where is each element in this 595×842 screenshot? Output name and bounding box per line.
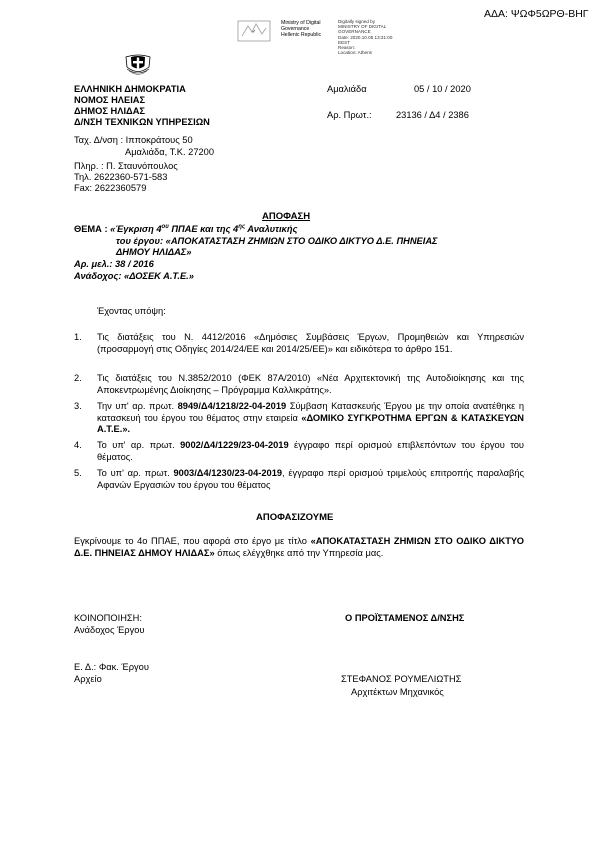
stamp-org-line: Governance — [281, 26, 310, 33]
protocol-label: Αρ. Πρωτ.: — [327, 110, 372, 120]
stamp-org-line: Ministry of Digital — [281, 20, 321, 26]
header-prefecture: ΝΟΜΟΣ ΗΛΕΙΑΣ — [74, 95, 146, 105]
stamp-detail-line: Date: 2020.10.05 13:31:00 — [338, 34, 393, 40]
item-5-text: Το υπ' αρ. πρωτ. 9003/Δ4/1230/23-04-2019, έγγραφο περί ορισμού τριμελούς επιτροπής παραλαβής Αφανών Εργασιών του έργου του θέματος — [97, 468, 524, 490]
study-number: Αρ. μελ.: 38 / 2016 — [74, 259, 154, 269]
project-title: «ΑΠΟΚΑΤΑΣΤΑΣΗ ΖΗΜΙΩΝ ΣΤΟ ΟΔΙΚΟ ΔΙΚΤΥΟ Δ.Ε. ΠΗΝΕΙΑΣ ΔΗΜΟΥ ΗΛΙΔΑΣ» — [74, 536, 524, 558]
subject-line-3: ΔΗΜΟΥ ΗΛΙΔΑΣ» — [116, 247, 192, 257]
ada-code: ΑΔΑ: ΨΩΦ5ΩΡΘ-ΒΗΓ — [484, 8, 589, 20]
considering-label: Έχοντας υπόψη: — [97, 306, 166, 316]
stamp-detail-line: Digitally signed by — [338, 19, 376, 24]
svg-text:✔: ✔ — [251, 29, 257, 35]
contact-phone: Τηλ. 2622360-571-583 — [74, 172, 168, 182]
subject-line-1 — [74, 224, 297, 235]
contact-person: Πληρ. : Π. Σταυνόπουλος — [74, 161, 178, 171]
item-2-text: Τις διατάξεις του Ν.3852/2010 (ΦΕΚ 87Α/2010) «Νέα Αρχιτεκτονική της Αυτοδιοίκησης και της Αποκεντρωμένης Διοίκησης – Πρόγραμμα Καλλικράτης». — [97, 373, 524, 395]
contract-number: 8949/Δ4/1218/22-04-2019 — [177, 401, 287, 411]
stamp-detail-line: MINISTRY OF DIGITAL — [338, 24, 387, 30]
place-label: Αμαλιάδα — [327, 84, 367, 94]
subject-approval: «Έγκριση $4^{o\upsilon}$ ΠΠΑΕ και της $4^{\eta\varsigma}$ Αναλυτικής — [110, 223, 298, 234]
item-1-text: Τις διατάξεις του Ν. 4412/2016 «Δημόσιες Συμβάσεις Έργων, Προμηθειών και Υπηρεσιών (προσαρμογή στις Οδηγίες 2014/24/ΕΕ και 2014/25/ΕΕ)» και ειδικότερα το άρθρο 151. — [97, 332, 524, 354]
subject-label: ΘΕΜΑ : — [74, 224, 108, 234]
protocol-number: 23136 / Δ4 / 2386 — [396, 110, 469, 120]
item-number: 4. — [74, 440, 82, 450]
item-4-text: Το υπ' αρ. πρωτ. 9002/Δ4/1229/23-04-2019 έγγραφο περί ορισμού επιβλεπόντων του έργου του θέματος. — [97, 440, 525, 462]
stamp-detail-line: GOVERNANCE — [338, 29, 371, 35]
header-municipality: ΔΗΜΟΣ ΗΛΙΔΑΣ — [74, 106, 146, 116]
contact-fax: Fax: 2622360579 — [74, 183, 147, 193]
contact-block — [74, 161, 178, 194]
stamp-detail-line: EEST — [338, 39, 350, 45]
signatory-role: Ο ΠΡΟΪΣΤΑΜΕΝΟΣ Δ/ΝΣΗΣ — [345, 613, 465, 623]
decide-title: ΑΠΟΦΑΣΙΖΟΥΜΕ — [256, 512, 334, 523]
header-directorate: Δ/ΝΣΗ ΤΕΧΝΙΚΩΝ ΥΠΗΡΕΣΙΩΝ — [74, 117, 210, 127]
signatory-name: ΣΤΕΦΑΝΟΣ ΡΟΥΜΕΛΙΩΤΗΣ — [341, 674, 462, 684]
distribution-recipient: Ανάδοχος Έργου — [74, 625, 145, 635]
header-block — [74, 84, 210, 128]
contractor-full-name: «ΔΟΜΙΚΟ ΣΥΓΚΡΟΤΗΜΑ ΕΡΓΩΝ & ΚΑΤΑΣΚΕΥΩΝ Α.Τ.Ε.». — [97, 412, 524, 435]
signature-stamp-details — [338, 19, 392, 55]
signatory-title: Αρχιτέκτων Μηχανικός — [351, 687, 444, 697]
stamp-detail-line: Reason: — [338, 45, 356, 51]
internal-distribution-archive: Αρχείο — [74, 674, 102, 684]
internal-distribution-title: Ε. Δ.: Φακ. Έργου — [74, 662, 149, 672]
document-date: 05 / 10 / 2020 — [414, 84, 471, 94]
header-republic: ΕΛΛΗΝΙΚΗ ΔΗΜΟΚΡΑΤΙΑ — [74, 84, 186, 94]
address-city: Αμαλιάδα, Τ.Κ. 27200 — [125, 147, 215, 157]
stamp-detail-line: Location: Athens — [338, 50, 372, 56]
item-number: 2. — [74, 373, 82, 383]
address-street: Ταχ. Δ/νση : Ιπποκράτους 50 — [74, 135, 193, 145]
digital-signature-seal-icon — [236, 19, 272, 43]
distribution-title: ΚΟΙΝΟΠΟΙΗΣΗ: — [74, 613, 142, 623]
committee-doc-number: 9003/Δ4/1230/23-04-2019 — [173, 468, 283, 478]
supervisors-doc-number: 9002/Δ4/1229/23-04-2019 — [180, 440, 289, 450]
stamp-org-line: Hellenic Republic — [281, 32, 322, 39]
subject-line-2: του έργου: «ΑΠΟΚΑΤΑΣΤΑΣΗ ΖΗΜΙΩΝ ΣΤΟ ΟΔΙΚΟ ΔΙΚΤΥΟ Δ.Ε. ΠΗΝΕΙΑΣ — [116, 236, 438, 246]
signature-stamp-org — [281, 20, 321, 39]
item-3-text: Την υπ' αρ. πρωτ. 8949/Δ4/1218/22-04-2019 Σύμβαση Κατασκευής Έργου με την οποία ανατέθηκε η κατασκευή του έργου του θέματος στην εταιρεία «ΔΟΜΙΚΟ ΣΥΓΚΡΟΤΗΜΑ ΕΡΓΩΝ & ΚΑΤΑΣΚΕΥΩΝ Α.Τ.Ε.». — [97, 401, 524, 435]
document-title: ΑΠΟΦΑΣΗ — [262, 211, 311, 222]
greek-coat-of-arms-icon — [124, 50, 152, 78]
item-number: 1. — [74, 332, 82, 342]
decision-text: Εγκρίνουμε το 4ο ΠΠΑΕ, που αφορά στο έργο με τίτλο «ΑΠΟΚΑΤΑΣΤΑΣΗ ΖΗΜΙΩΝ ΣΤΟ ΟΔΙΚΟ ΔΙΚΤΥΟ Δ.Ε. ΠΗΝΕΙΑΣ ΔΗΜΟΥ ΗΛΙΔΑΣ» όπως ελέγχθηκε από την Υπηρεσία μας. — [74, 536, 524, 558]
contractor: Ανάδοχος: «ΔΟΣΕΚ Α.Τ.Ε.» — [74, 271, 194, 281]
item-number: 3. — [74, 401, 82, 411]
item-number: 5. — [74, 468, 82, 478]
